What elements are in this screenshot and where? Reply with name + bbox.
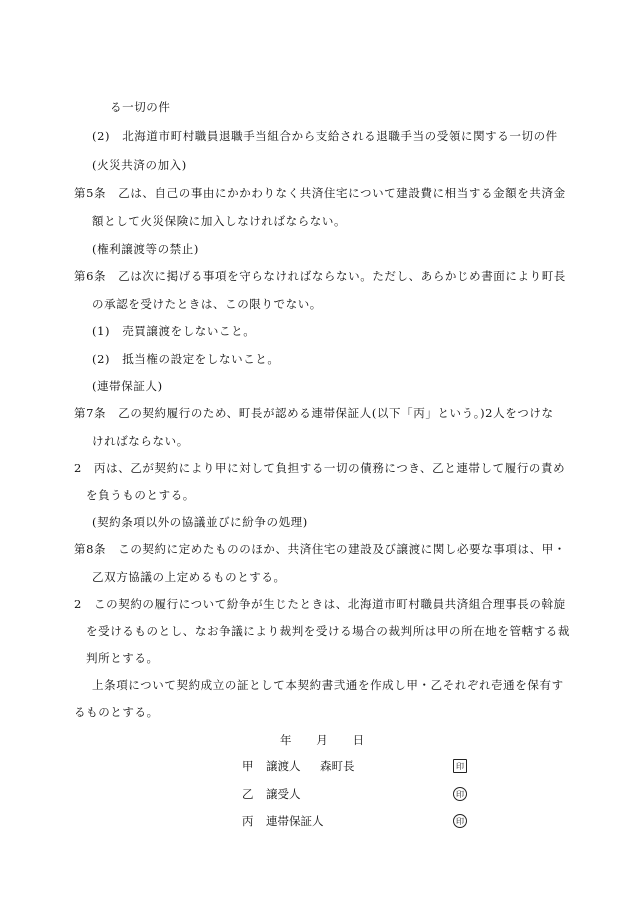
signatory-kou-name: 森町長 bbox=[320, 759, 355, 773]
signatory-hei-party: 丙 bbox=[242, 814, 254, 828]
signatory-kou-party: 甲 bbox=[242, 759, 254, 773]
text-line: を負うものとする。 bbox=[86, 488, 195, 502]
article-6: 第6条 乙は次に掲げる事項を守らなければならない。ただし、あらかじめ書面により町長 bbox=[74, 269, 566, 283]
section-heading: (連帯保証人) bbox=[92, 379, 163, 393]
article-7: 第7条 乙の契約履行のため、町長が認める連帯保証人(以下「丙」という。)2人をつけな bbox=[74, 406, 554, 420]
article-5: 第5条 乙は、自己の事由にかかわりなく共済住宅について建設費に相当する金額を共済金 bbox=[74, 186, 566, 200]
text-line: (2) 北海道市町村職員退職手当組合から支給される退職手当の受領に関する一切の件 bbox=[92, 129, 558, 143]
clause-2: 2 この契約の履行について紛争が生じたときは、北海道市町村職員共済組合理事長の斡旋 bbox=[74, 597, 566, 611]
signatory-hei-role: 連帯保証人 bbox=[266, 814, 324, 828]
signatory-otsu-party: 乙 bbox=[242, 787, 254, 801]
text-line: を受けるものとし、なお争議により裁判を受ける場合の裁判所は甲の所在地を管轄する裁 bbox=[86, 624, 570, 638]
text-line: ければならない。 bbox=[92, 434, 189, 448]
text-line: 判所とする。 bbox=[86, 651, 159, 665]
signatory-otsu-role: 譲受人 bbox=[266, 787, 301, 801]
text-line: 額として火災保険に加入しなければならない。 bbox=[92, 214, 347, 228]
seal-mark: 印 bbox=[453, 814, 467, 828]
signatory-kou-role: 譲渡人 bbox=[266, 759, 301, 773]
date-line: 年 月 日 bbox=[280, 733, 365, 747]
article-8: 第8条 この契約に定めたもののほか、共済住宅の建設及び譲渡に関し必要な事項は、甲・ bbox=[74, 542, 566, 556]
text-line: の承認を受けたときは、この限りでない。 bbox=[92, 297, 322, 311]
text-line: 乙双方協議の上定めるものとする。 bbox=[92, 570, 286, 584]
section-heading: (権利譲渡等の禁止) bbox=[92, 242, 199, 256]
clause-2: 2 丙は、乙が契約により甲に対して負担する一切の債務につき、乙と連帯して履行の責め bbox=[74, 461, 566, 475]
section-heading: (契約条項以外の協議並びに紛争の処理) bbox=[92, 515, 308, 529]
list-item: (2) 抵当権の設定をしないこと。 bbox=[92, 352, 280, 366]
text-line: るものとする。 bbox=[74, 705, 159, 719]
list-item: (1) 売買譲渡をしないこと。 bbox=[92, 324, 256, 338]
closing-statement: 上条項について契約成立の証として本契約書弐通を作成し甲・乙それぞれ壱通を保有す bbox=[92, 678, 564, 692]
text-line: る一切の件 bbox=[110, 100, 171, 114]
seal-mark: 印 bbox=[453, 787, 467, 801]
section-heading: (火災共済の加入) bbox=[92, 158, 187, 172]
seal-mark: 印 bbox=[453, 759, 467, 773]
